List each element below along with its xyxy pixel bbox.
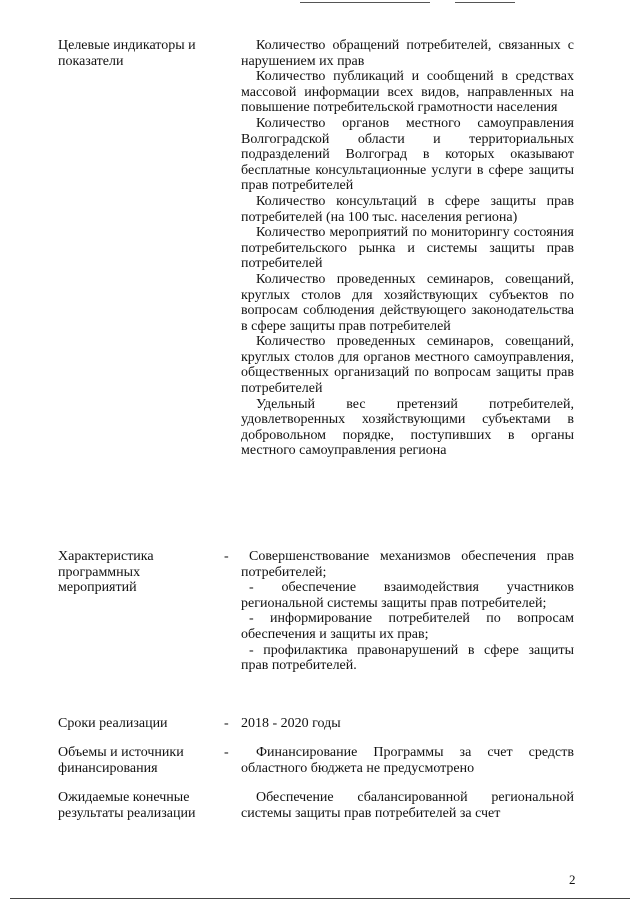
top-rule	[300, 2, 430, 3]
row-dash: -	[224, 745, 229, 760]
paragraph: - обеспечение взаимодействия участников региональной системы защиты прав потребителей;	[241, 580, 574, 611]
row-content	[241, 716, 574, 732]
paragraph: Количество публикаций и сообщений в средствах массовой информации всех видов, направленных на повышение потребительской грамотности населения	[241, 69, 574, 116]
paragraph: - информирование потребителей по вопросам обеспечения и защиты их прав;	[241, 611, 574, 642]
row-dash: -	[224, 716, 229, 731]
paragraph: Финансирование Программы за счет средств областного бюджета не предусмотрено	[241, 745, 574, 776]
paragraph: Количество органов местного самоуправления Волгоградской области и территориальных подразделений Волгоград в которых оказывают бесплатные консультационные услуги в сфере защиты прав потребителей	[241, 115, 574, 194]
paragraph: - профилактика правонарушений в сфере защиты прав потребителей.	[241, 642, 574, 674]
row-content	[241, 790, 574, 821]
paragraph: Удельный вес претензий потребителей, удовлетворенных хозяйствующими субъектами в добровольном порядке, поступивших в органы местного самоуправления региона	[241, 396, 574, 459]
row-content	[241, 38, 574, 459]
row-label: Характеристика программных мероприятий	[58, 549, 154, 596]
row-content	[241, 549, 574, 674]
paragraph: 2018 - 2020 годы	[241, 716, 341, 731]
row-label: Целевые индикаторы и показатели	[58, 38, 196, 69]
paragraph: Количество проведенных семинаров, совещаний, круглых столов для хозяйствующих субъектов по вопросам соблюдения действующего законодательства в сфере защиты прав потребителей	[241, 271, 574, 334]
paragraph: Обеспечение сбалансированной региональной системы защиты прав потребителей за счет	[241, 790, 574, 821]
row-content	[241, 745, 574, 776]
bottom-rule	[10, 898, 630, 899]
page-number: 2	[569, 872, 576, 887]
paragraph: Количество мероприятий по мониторингу состояния потребительского рынка и системы защиты прав потребителей	[241, 225, 574, 272]
paragraph: Совершенствование механизмов обеспечения прав потребителей;	[241, 549, 574, 580]
paragraph: Количество проведенных семинаров, совещаний, круглых столов для органов местного самоуправления, общественных организаций по вопросам защиты прав потребителей	[241, 334, 574, 397]
row-dash: -	[224, 549, 229, 564]
row-label: Ожидаемые конечные результаты реализации	[58, 790, 196, 821]
row-label: Сроки реализации	[58, 716, 168, 731]
row-label: Объемы и источники финансирования	[58, 745, 184, 776]
top-rule-right	[455, 2, 515, 3]
paragraph: Количество обращений потребителей, связанных с нарушением их прав	[241, 38, 574, 69]
paragraph: Количество консультаций в сфере защиты прав потребителей (на 100 тыс. населения региона)	[241, 193, 574, 225]
